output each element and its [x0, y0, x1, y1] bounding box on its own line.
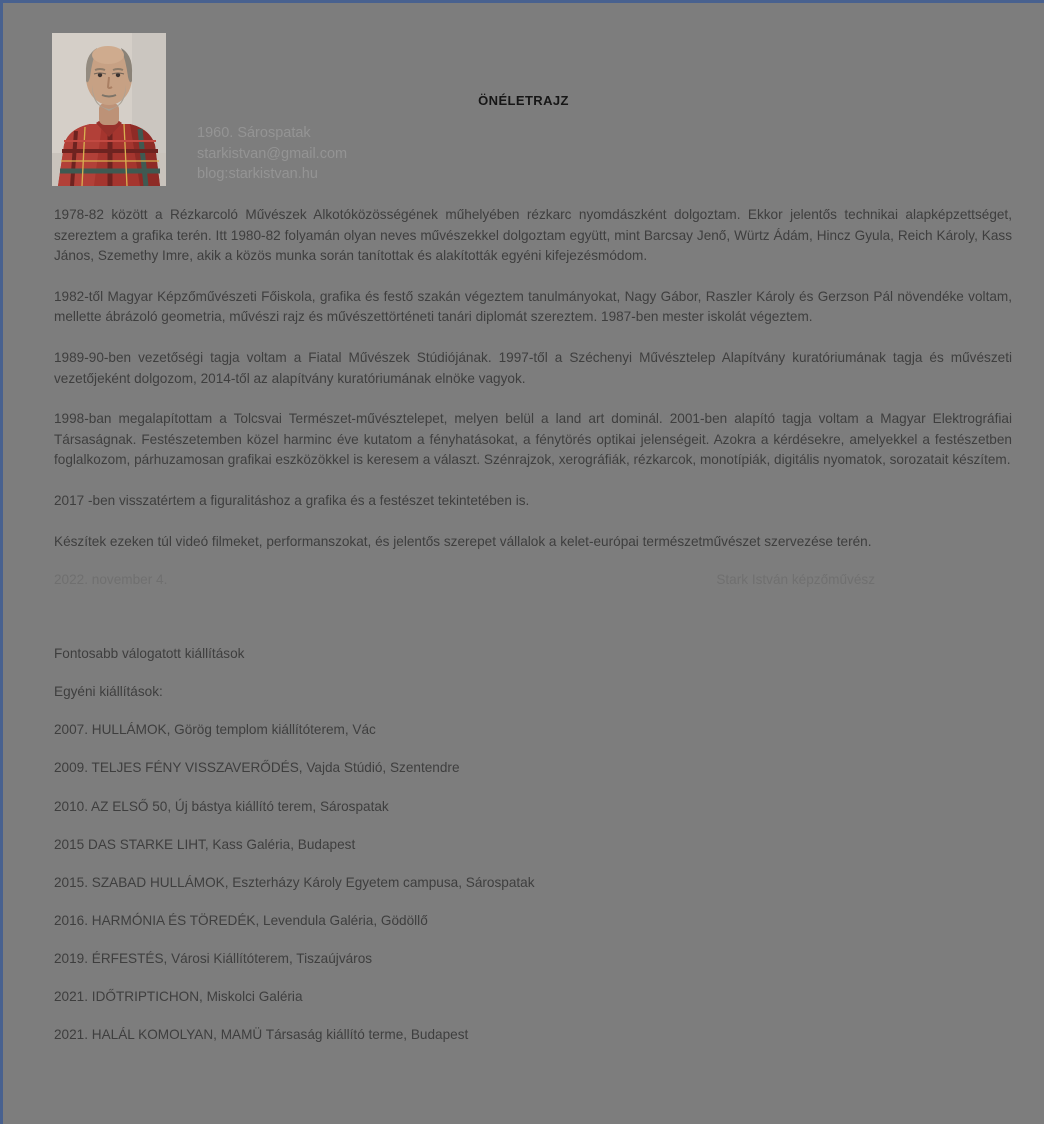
- contact-blog: blog:starkistvan.hu: [197, 166, 318, 182]
- bio-paragraph: Készítek ezeken túl videó filmeket, performanszokat, és jelentős szerepet vállalok a kelet-európai természetművészet szervezése terén.: [54, 533, 872, 549]
- signature-text: Stark István képzőművész: [716, 572, 875, 588]
- page-title: ÖNÉLETRAJZ: [478, 93, 569, 108]
- exhibition-item: 2019. ÉRFESTÉS, Városi Kiállítóterem, Tiszaújváros: [54, 950, 373, 966]
- exhibition-item: 2009. TELJES FÉNY VISSZAVERŐDÉS, Vajda Stúdió, Szentendre: [54, 760, 460, 776]
- bio-paragraph: 1978-82 között a Rézkarcoló Művészek Alkotóközösségének műhelyében rézkarc nyomdászként dolgoztam. Ekkor jelentős technikai alapképzettséget, szereztem a grafika terén. Itt 1980-82 folyamán olyan neves művészekkel dolgoztam együtt, mint Barcsay Jenő, Würtz Ádám, Hincz Gyula, Reich Károly, Kass János, Szemethy Imre, akik a közös munka során tanítottak és alakították egyéni kifejezésmódom.: [54, 207, 1012, 264]
- exhibition-item: 2015 DAS STARKE LIHT, Kass Galéria, Budapest: [54, 836, 356, 852]
- exhibition-item: 2015. SZABAD HULLÁMOK, Eszterházy Károly Egyetem campusa, Sárospatak: [54, 874, 535, 890]
- date-text: 2022. november 4.: [54, 572, 168, 588]
- header: [3, 3, 1044, 205]
- exhibition-item: 2021. IDŐTRIPTICHON, Miskolci Galéria: [54, 988, 303, 1004]
- exhibitions-heading: Fontosabb válogatott kiállítások: [54, 646, 245, 662]
- exhibitions-subheading: Egyéni kiállítások:: [54, 684, 163, 700]
- contact-email: starkistvan@gmail.com: [197, 145, 348, 162]
- exhibitions-section: [54, 644, 1012, 1046]
- date-signature-row: [54, 572, 1012, 587]
- portrait-photo: [52, 33, 166, 186]
- contact-birth: 1960. Sárospatak: [197, 125, 311, 141]
- contact-block: [197, 123, 347, 185]
- bio-paragraph: 2017 -ben visszatértem a figuralitáshoz a grafika és a festészet tekintetében is.: [54, 492, 530, 508]
- exhibition-item: 2010. AZ ELSŐ 50, Új bástya kiállító terem, Sárospatak: [54, 798, 389, 814]
- exhibition-item: 2016. HARMÓNIA ÉS TÖREDÉK, Levendula Galéria, Gödöllő: [54, 912, 428, 928]
- bio-content: [54, 205, 1012, 1046]
- exhibition-item: 2007. HULLÁMOK, Görög templom kiállítóterem, Vác: [54, 722, 376, 738]
- bio-paragraph: 1989-90-ben vezetőségi tagja voltam a Fiatal Művészek Stúdiójának. 1997-től a Széchenyi Művésztelep Alapítvány kuratóriumának tagja és művészeti vezetőjeként dolgozom, 2014-től az alapítvány kuratóriumának elnöke vagyok.: [54, 349, 1012, 386]
- bio-paragraph: 1998-ban megalapítottam a Tolcsvai Természet-művésztelepet, melyen belül a land art dominál. 2001-ben alapító tagja voltam a Magyar Elektrográfiai Társaságnak. Festészetemben közel harminc éve kutatom a fényhatásokat, a fénytörés optikai jelenségeit. Azokra a kérdésekre, amelyekkel a festészetben foglalkozom, párhuzamosan grafikai eszközökkel is keresem a választ. Szénrajzok, xerográfiák, rézkarcok, monotípiák, digitális nyomatok, sorozatait készítem.: [54, 411, 1012, 468]
- exhibition-item: 2021. HALÁL KOMOLYAN, MAMÜ Társaság kiállító terme, Budapest: [54, 1027, 469, 1043]
- bio-paragraph: 1982-től Magyar Képzőművészeti Főiskola, grafika és festő szakán végeztem tanulmányokat, Nagy Gábor, Raszler Károly és Gerzson Pál növendéke voltam, mellette ábrázoló geometria, művészi rajz és művészettörténeti tanári diplomát szereztem. 1987-ben mester iskolát végeztem.: [54, 288, 1012, 325]
